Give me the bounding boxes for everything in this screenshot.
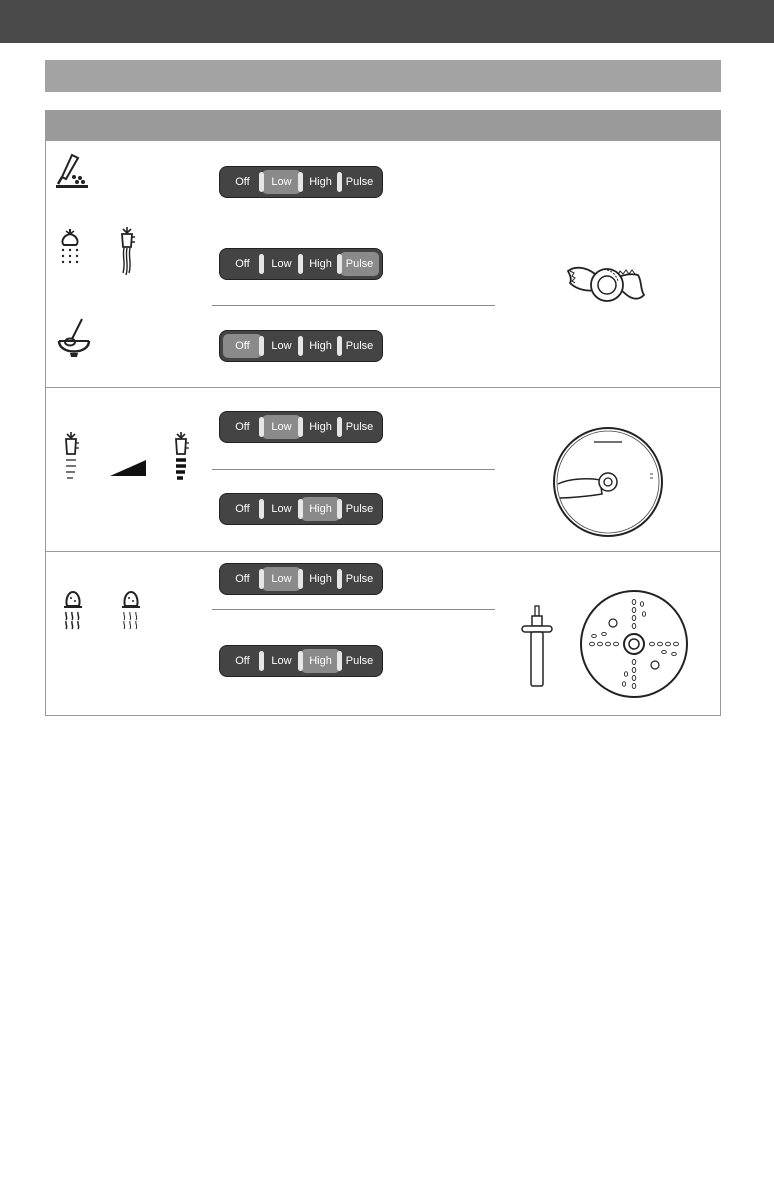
potato-fine-shred-icon bbox=[62, 590, 84, 630]
table-row-chop-puree-mix bbox=[46, 141, 720, 387]
pulse-button[interactable]: Pulse bbox=[340, 170, 379, 194]
table-row-slice bbox=[46, 387, 720, 551]
pulse-button[interactable]: Pulse bbox=[340, 567, 379, 591]
low-button[interactable]: Low bbox=[262, 497, 301, 521]
carrot-shred-icon bbox=[116, 225, 138, 277]
low-button[interactable]: Low bbox=[262, 567, 301, 591]
thickness-wedge-icon bbox=[108, 458, 148, 478]
carrot-thin-slice-icon bbox=[62, 430, 80, 484]
low-button[interactable]: Low bbox=[262, 415, 301, 439]
pulse-button[interactable]: Pulse bbox=[340, 415, 379, 439]
section-title-bar bbox=[45, 60, 721, 92]
off-button[interactable]: Off bbox=[235, 503, 250, 515]
carrot-thick-slice-icon bbox=[172, 430, 190, 484]
pulse-button[interactable]: Pulse bbox=[340, 497, 379, 521]
off-button[interactable]: Off bbox=[235, 421, 250, 433]
onion-dice-icon bbox=[58, 227, 82, 265]
low-button[interactable]: Low bbox=[262, 649, 301, 673]
reversible-shredding-disc-icon bbox=[578, 588, 690, 700]
speed-control-panel-slice-low bbox=[220, 412, 382, 442]
page-header-bar bbox=[0, 0, 774, 43]
off-button[interactable]: Off bbox=[235, 655, 250, 667]
bowl-mixing-icon bbox=[56, 317, 92, 361]
off-button[interactable]: Off bbox=[235, 258, 250, 270]
pulse-button[interactable]: Pulse bbox=[340, 334, 379, 358]
disc-stem-icon bbox=[520, 604, 554, 688]
knife-chopping-icon bbox=[54, 153, 90, 191]
divider bbox=[212, 469, 495, 470]
off-button[interactable]: Off bbox=[223, 334, 262, 358]
high-button[interactable]: High bbox=[301, 334, 340, 358]
table-header-bar bbox=[46, 111, 720, 141]
low-button[interactable]: Low bbox=[262, 170, 301, 194]
divider bbox=[212, 305, 495, 306]
speed-control-panel-shred-low bbox=[220, 564, 382, 594]
high-button[interactable]: High bbox=[301, 497, 340, 521]
table-row-shred bbox=[46, 551, 720, 716]
high-button[interactable]: High bbox=[301, 252, 340, 276]
high-button[interactable]: High bbox=[301, 567, 340, 591]
speed-control-panel-chop bbox=[220, 167, 382, 197]
off-button[interactable]: Off bbox=[235, 573, 250, 585]
high-button[interactable]: High bbox=[301, 170, 340, 194]
off-button[interactable]: Off bbox=[235, 176, 250, 188]
adjustable-slicing-disc-icon bbox=[550, 424, 666, 540]
speed-control-panel-slice-high bbox=[220, 494, 382, 524]
speed-control-panel-mix bbox=[220, 331, 382, 361]
high-button[interactable]: High bbox=[301, 649, 340, 673]
low-button[interactable]: Low bbox=[262, 252, 301, 276]
pulse-button[interactable]: Pulse bbox=[340, 649, 379, 673]
pulse-button[interactable]: Pulse bbox=[340, 252, 379, 276]
low-button[interactable]: Low bbox=[262, 334, 301, 358]
high-button[interactable]: High bbox=[301, 415, 340, 439]
speed-guide-table bbox=[45, 110, 721, 716]
speed-control-panel-shred-high bbox=[220, 646, 382, 676]
speed-control-panel-dice-shred bbox=[220, 249, 382, 279]
multipurpose-blade-icon bbox=[564, 253, 650, 325]
potato-medium-shred-icon bbox=[120, 590, 142, 630]
divider bbox=[212, 609, 495, 610]
